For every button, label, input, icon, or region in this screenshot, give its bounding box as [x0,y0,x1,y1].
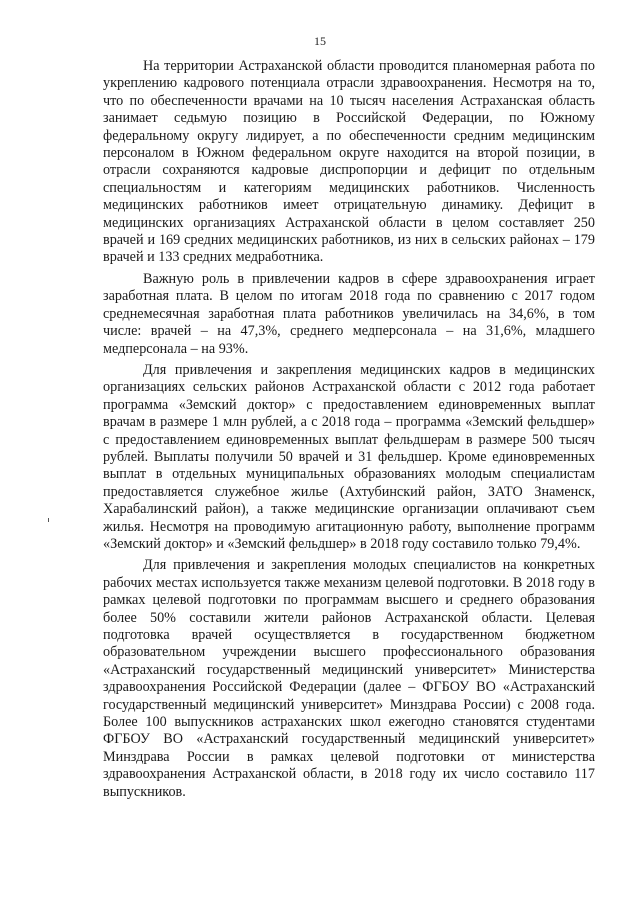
paragraph-targeted-training: Для привлечения и закрепления молодых специалистов на конкретных рабочих местах используется также механизм целевой подготовки. В 2018 году в рамках целевой подготовки по программам высшего и среднего образования более 50% составили жители районов Астраханской области. Целевая подготовка врачей осуществляется в государственном бюджетном образовательном учреждении высшего профессионального образования «Астраханский государственный медицинский университет» Министерства здравоохранения Российской Федерации (далее – ФГБОУ ВО «Астраханский государственный медицинский университет» Минздрава России) с 2008 года. Более 100 выпускников астраханских школ ежегодно становятся студентами ФГБОУ ВО «Астраханский государственный медицинский университет» Минздрава России в рамках целевой подготовки от министерства здравоохранения Астраханской области, в 2018 году их число составило 117 выпускников. [103,557,595,800]
paragraph-staffing: На территории Астраханской области проводится планомерная работа по укреплению кадрового потенциала отрасли здравоохранения. Несмотря на то, что по обеспеченности врачами на 10 тысяч населения Астраханская область занимает седьмую позицию в Российской Федерации, по Южному федеральному округу лидирует, а по обеспеченности средним медицинским персоналом в Южном федеральном округе находится на второй позиции, в отрасли сохраняются кадровые диспропорции и дефицит по отдельным специальностям и категориям медицинских работников. Численность медицинских работников имеет отрицательную динамику. Дефицит в медицинских организациях Астраханской области в целом составляет 250 врачей и 169 средних медицинских работников, из них в сельских районах – 179 врачей и 133 средних медработника. [103,58,595,266]
margin-mark [48,518,49,522]
paragraph-salary: Важную роль в привлечении кадров в сфере здравоохранения играет заработная плата. В целом по итогам 2018 года по сравнению с 2017 годом среднемесячная заработная плата работников увеличилась на 34,6%, в том числе: врачей – на 47,3%, среднего медперсонала – на 31,6%, младшего медперсонала – на 93%. [103,270,595,357]
page-number: 15 [314,34,326,48]
paragraph-zemsky-programs: Для привлечения и закрепления медицинских кадров в медицинских организациях сельских районов Астраханской области с 2012 года работает программа «Земский доктор» с предоставлением единовременных выплат врачам в размере 1 млн рублей, а с 2018 года – программа «Земский фельдшер» с предоставлением единовременных выплат фельдшерам в размере 500 тысяч рублей. Выплаты получили 50 врачей и 31 фельдшер. Кроме единовременных выплат в отдельных муниципальных образованиях молодым специалистам предоставляется служебное жилье (Ахтубинский район, ЗАТО Знаменск, Харабалинский район), а также медицинские организации оплачивают съем жилья. Несмотря на проводимую агитационную работу, выполнение программ «Земский доктор» и «Земский фельдшер» в 2018 году составило только 79,4%. [103,361,595,552]
document-body [103,58,595,805]
